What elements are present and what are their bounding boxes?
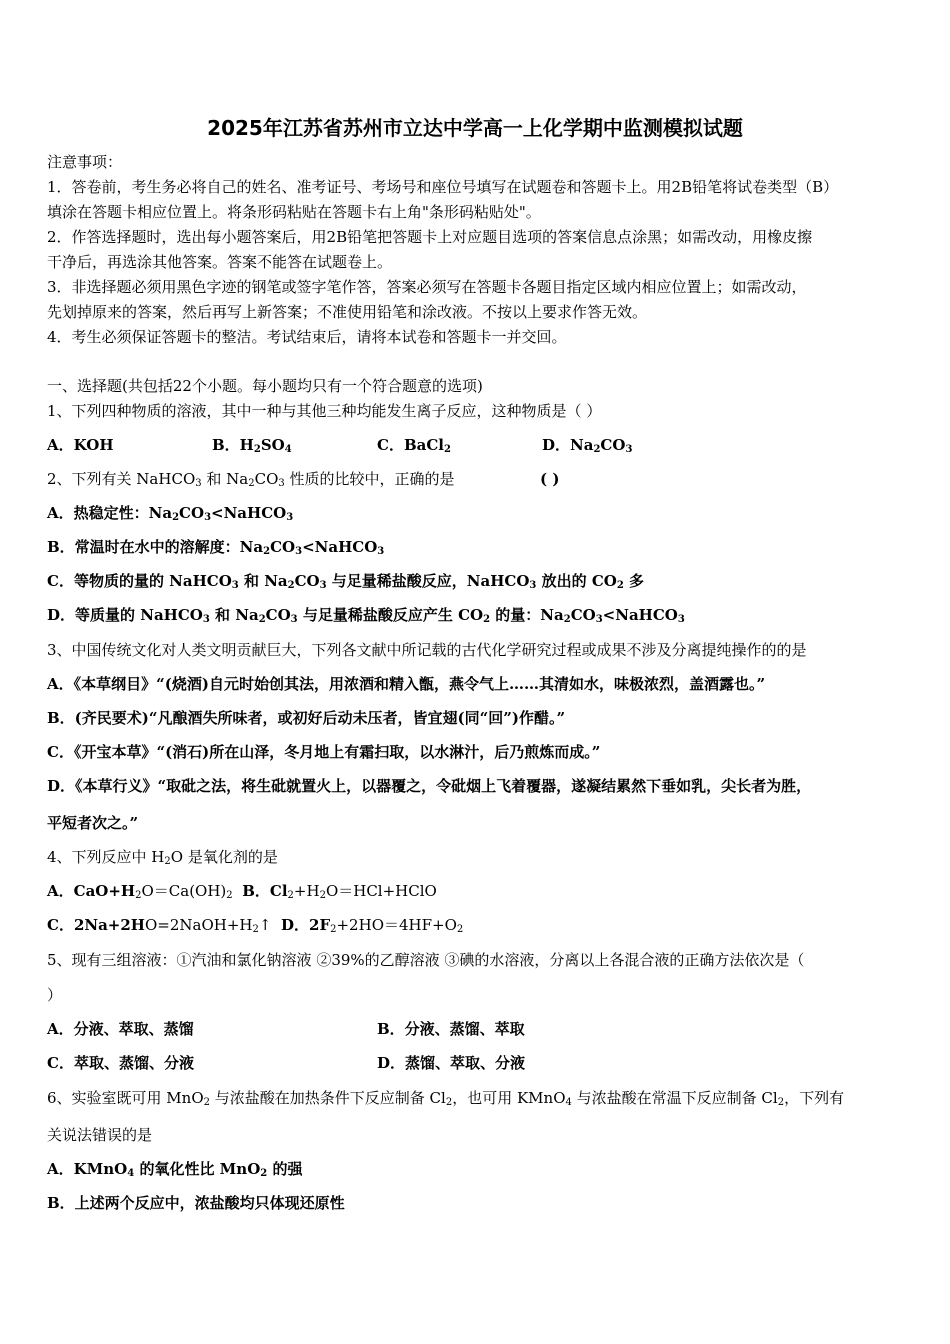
q5-option-c: C．萃取、蒸馏、分液 <box>47 1054 194 1072</box>
q4-options-cd: C．$2Na+2HO=2NaOH+H_2↑$ D．$2F_2+2HO=4HF+O_2$ <box>47 916 464 935</box>
notes-line-2: 填涂在答题卡相应位置上。将条形码粘贴在答题卡右上角"条形码粘贴处"。 <box>47 203 541 221</box>
notes-line-3: 2．作答选择题时，选出每小题答案后，用2B铅笔把答题卡上对应题目选项的答案信息点涂黑；如需改动，用橡皮擦 <box>47 228 813 246</box>
q5-option-d: D．蒸馏、萃取、分液 <box>377 1054 526 1072</box>
q4-stem: 4、下列反应中 $H_2O$ 是氧化剂的是 <box>47 848 278 867</box>
q5-option-b: B．分液、蒸馏、萃取 <box>377 1020 525 1038</box>
section-heading: 一、选择题(共包括22个小题。每小题均只有一个符合题意的选项) <box>47 377 483 395</box>
q2-option-b: B．常温时在水中的溶解度：$Na_2CO_3<NaHCO_3$ <box>47 538 385 557</box>
q1-option-c: C．BaCl$_2$ <box>377 436 451 455</box>
q2-stem: 2、下列有关 NaHCO$_3$ 和 $Na_2CO_3$ 性质的比较中，正确的是 ( ) <box>47 470 560 489</box>
q1-option-b: B．$H_2SO_4$ <box>212 436 292 455</box>
q3-option-c: C．《开宝本草》“(消石)所在山泽，冬月地上有霜扫取，以水淋汁，后乃煎炼而成。” <box>47 743 601 761</box>
q6-option-b: B．上述两个反应中，浓盐酸均只体现还原性 <box>47 1194 345 1212</box>
q1-option-a: A．KOH <box>47 436 114 454</box>
q3-stem: 3、中国传统文化对人类文明贡献巨大，下列各文献中所记载的古代化学研究过程或成果不涉及分离提纯操作的的是 <box>47 641 807 659</box>
q3-option-d-line-2: 平短者次之。” <box>47 814 139 832</box>
q2-option-c: C．等物质的量的 NaHCO$_3$ 和 $Na_2CO_3$ 与足量稀盐酸反应，NaHCO$_3$ 放出的 $CO_2$ 多 <box>47 572 645 591</box>
q3-option-a: A．《本草纲目》“(烧酒)自元时始创其法，用浓酒和精入甑，燕令气上……其清如水，味极浓烈，盖酒露也。” <box>47 675 766 693</box>
notes-heading: 注意事项： <box>47 153 123 171</box>
q5-stem-line-1: 5、现有三组溶液：①汽油和氯化钠溶液 ②39%的乙醇溶液 ③碘的水溶液，分离以上各混合液的正确方法依次是（ <box>47 951 805 969</box>
q1-option-d: D．$Na_2CO_3$ <box>542 436 633 455</box>
q1-stem: 1、下列四种物质的溶液，其中一种与其他三种均能发生离子反应，这种物质是（ ） <box>47 402 602 420</box>
q3-option-d-line-1: D．《本草行义》“取砒之法，将生砒就置火上，以器覆之，令砒烟上飞着覆器，遂凝结累然下垂如乳，尖长者为胜， <box>47 777 812 795</box>
notes-line-5: 3．非选择题必须用黑色字迹的钢笔或签字笔作答，答案必须写在答题卡各题目指定区域内相应位置上；如需改动， <box>47 278 807 296</box>
q5-stem-line-2: ） <box>47 986 63 1004</box>
q6-option-a: A．KMnO$_4$ 的氧化性比 MnO$_2$ 的强 <box>47 1160 303 1179</box>
notes-line-6: 先划掉原来的答案，然后再写上新答案；不准使用铅笔和涂改液。不按以上要求作答无效。 <box>47 303 648 321</box>
q3-option-b: B．(齐民要术)“凡酿酒失所味者，或初好后动未压者，皆宜翅(同“回”)作醋。” <box>47 709 566 727</box>
q5-option-a: A．分液、萃取、蒸馏 <box>47 1020 194 1038</box>
q2-option-d: D．等质量的 NaHCO$_3$ 和 $Na_2CO_3$ 与足量稀盐酸反应产生 $CO_2$ 的量：$Na_2CO_3<NaHCO_3$ <box>47 606 685 625</box>
q6-stem-line-2: 关说法错误的是 <box>47 1126 153 1144</box>
q2-option-a: A．热稳定性：$Na_2CO_3<NaHCO_3$ <box>47 504 294 523</box>
q4-options-ab: A．$CaO+H_2O=Ca(OH)_2$ B．$Cl_2+H_2O=HCl+HClO$ <box>47 882 437 901</box>
notes-line-4: 干净后，再选涂其他答案。答案不能答在试题卷上。 <box>47 253 393 271</box>
page-title: 2025年江苏省苏州市立达中学高一上化学期中监测模拟试题 <box>207 116 743 140</box>
notes-line-1: 1．答卷前，考生务必将自己的姓名、准考证号、考场号和座位号填写在试题卷和答题卡上。用2B铅笔将试卷类型（B） <box>47 178 839 196</box>
notes-line-7: 4．考生必须保证答题卡的整洁。考试结束后，请将本试卷和答题卡一并交回。 <box>47 328 567 346</box>
q6-stem-line-1: 6、实验室既可用 MnO$_2$ 与浓盐酸在加热条件下反应制备 $Cl_2$，也可用 KMnO$_4$ 与浓盐酸在常温下反应制备 $Cl_2$，下列有 <box>47 1089 845 1108</box>
